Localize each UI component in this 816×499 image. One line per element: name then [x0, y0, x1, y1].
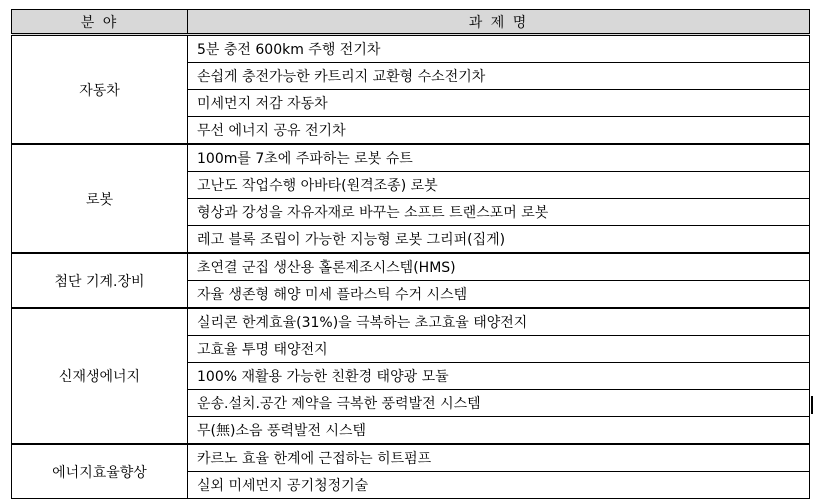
task-cell: 무선 에너지 공유 전기차 [188, 117, 810, 145]
task-cell: 레고 블록 조립이 가능한 지능형 로봇 그리퍼(집게) [188, 226, 810, 254]
field-cell: 첨단 기계.장비 [12, 253, 188, 308]
table-body [12, 35, 810, 499]
task-cell: 자율 생존형 해양 미세 플라스틱 수거 시스템 [188, 281, 810, 309]
task-cell: 실외 미세먼지 공기청정기술 [188, 472, 810, 499]
task-cell: 무(無)소음 풍력발전 시스템 [188, 417, 810, 445]
task-cell: 초연결 군집 생산용 홀론제조시스템(HMS) [188, 253, 810, 281]
table-row [12, 144, 810, 172]
task-cell: 실리콘 한계효율(31%)을 극복하는 초고효율 태양전지 [188, 308, 810, 336]
field-cell: 로봇 [12, 144, 188, 253]
field-cell: 자동차 [12, 35, 188, 145]
header-field: 분 야 [12, 10, 188, 35]
table-header-row [12, 10, 810, 35]
task-cell: 운송.설치.공간 제약을 극복한 풍력발전 시스템 [188, 390, 810, 417]
text-cursor [811, 396, 813, 414]
field-cell: 에너지효율향상 [12, 444, 188, 499]
task-cell: 고효율 투명 태양전지 [188, 336, 810, 363]
task-cell: 100% 재활용 가능한 친환경 태양광 모듈 [188, 363, 810, 390]
task-table-frame [11, 9, 809, 499]
task-table [11, 9, 810, 499]
table-row [12, 308, 810, 336]
task-cell: 손쉽게 충전가능한 카트리지 교환형 수소전기차 [188, 63, 810, 90]
field-cell: 신재생에너지 [12, 308, 188, 444]
header-task: 과 제 명 [188, 10, 810, 35]
task-cell: 형상과 강성을 자유자재로 바꾸는 소프트 트랜스포머 로봇 [188, 199, 810, 226]
table-row [12, 253, 810, 281]
task-cell: 고난도 작업수행 아바타(원격조종) 로봇 [188, 172, 810, 199]
task-cell: 미세먼지 저감 자동차 [188, 90, 810, 117]
task-cell: 100m를 7초에 주파하는 로봇 슈트 [188, 144, 810, 172]
task-cell: 카르노 효율 한계에 근접하는 히트펌프 [188, 444, 810, 472]
task-cell: 5분 충전 600km 주행 전기차 [188, 35, 810, 63]
table-row [12, 444, 810, 472]
table-row [12, 35, 810, 63]
